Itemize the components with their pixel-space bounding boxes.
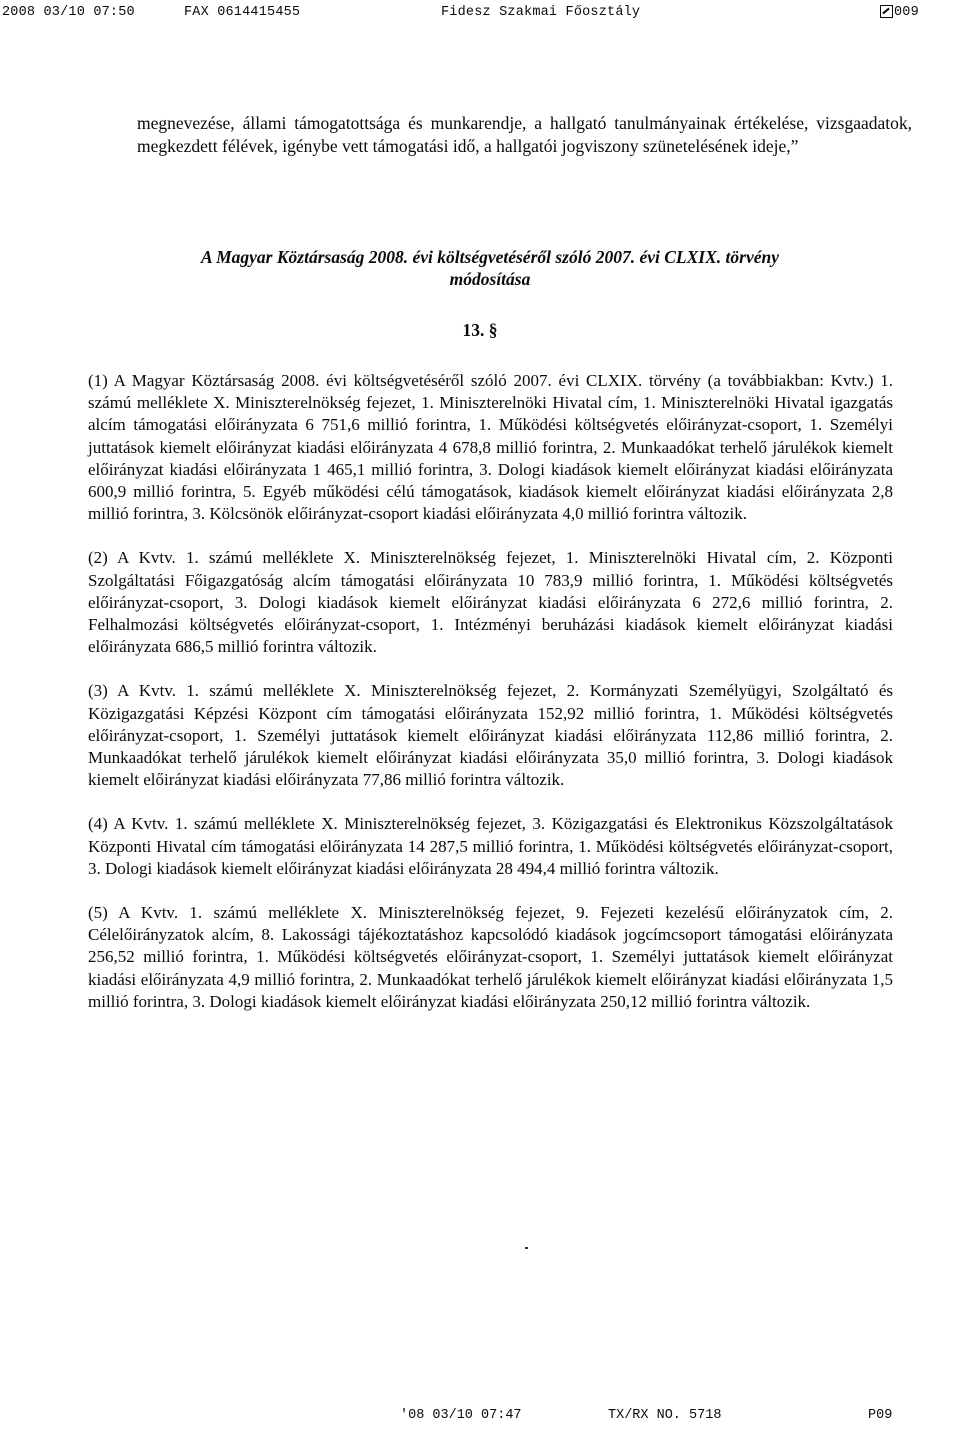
fax-header xyxy=(0,5,960,25)
fax-header-number: FAX 0614415455 xyxy=(184,5,301,20)
paragraph-2: (2) A Kvtv. 1. számú melléklete X. Miniszterelnökség fejezet, 1. Miniszterelnöki Hivatal cím, 2. Központi Szolgáltatási Főigazgatóság alcím támogatási előirányzata 10 783,9 millió forintra, 1. Működési költségvetés előirányzat-csoport, 3. Dologi kiadások kiemelt előirányzat kiadási előirányzata 6 272,6 millió forintra, 2. Felhalmozási költségvetés előirányzat-csoport, 1. Intézményi beruházási kiadások kiemelt előirányzat kiadási előirányzata 686,5 millió forintra változik. xyxy=(88,548,893,657)
fax-footer xyxy=(0,1408,960,1426)
paragraph-5: (5) A Kvtv. 1. számú melléklete X. Miniszterelnökség fejezet, 9. Fejezeti kezelésű előirányzatok cím, 2. Célelőirányzatok alcím, 8. Lakossági tájékoztatáshoz kapcsolódó kiadások jogcímcsoport támogatási előirányzata 256,52 millió forintra, 1. Működési költségvetés előirányzat-csoport, 1. Személyi juttatások kiemelt előirányzat kiadási előirányzata 4,9 millió forintra, 2. Munkaadókat terhelő járulékok kiemelt előirányzat kiadási előirányzata 1,5 millió forintra, 3. Dologi kiadások kiemelt előirányzat kiadási előirányzata 250,12 millió forintra változik. xyxy=(88,903,893,1011)
paragraph-3: (3) A Kvtv. 1. számú melléklete X. Miniszterelnökség fejezet, 2. Kormányzati Személyügyi, Szolgáltató és Közigazgatási Képzési Központ cím támogatási előirányzata 152,92 millió forintra, 1. Működési költségvetés előirányzat-csoport, 1. Személyi juttatások kiemelt előirányzat kiadási előirányzata 112,86 millió forintra, 2. Munkaadókat terhelő járulékok kiemelt előirányzat kiadási előirányzata 35,0 millió forintra, 3. Dologi kiadások kiemelt előirányzat kiadási előirányzata 77,86 millió forintra változik. xyxy=(88,681,893,790)
paragraph-1: (1) A Magyar Köztársaság 2008. évi költségvetéséről szóló 2007. évi CLXIX. törvény (a továbbiakban: Kvtv.) 1. számú melléklete X. Miniszterelnökség fejezet, 1. Miniszterelnöki Hivatal cím, 1. Miniszterelnöki Hivatal igazgatás alcím támogatási előirányzata 6 751,6 millió forintra, 1. Működési költségvetés előirányzat-csoport, 1. Személyi juttatások kiemelt előirányzat kiadási előirányzata 4 678,8 millió forintra, 2. Munkaadókat terhelő járulékok kiemelt előirányzat kiadási előirányzata 1 465,1 millió forintra, 3. Dologi kiadások kiemelt előirányzat kiadási előirányzata 600,9 millió forintra, 5. Egyéb működési célú támogatások, kiadások kiemelt előirányzat kiadási előirányzata 2,8 millió forintra, 3. Kölcsönök előirányzat-csoport kiadási előirányzata 4,0 millió forintra változik. xyxy=(88,371,893,524)
paragraph-4: (4) A Kvtv. 1. számú melléklete X. Miniszterelnökség fejezet, 3. Közigazgatási és Elektronikus Közszolgáltatások Központi Hivatal cím támogatási előirányzata 14 287,5 millió forintra, 1. Működési költségvetés előirányzat-csoport, 3. Dologi kiadások kiemelt előirányzat kiadási előirányzata 28 494,4 millió forintra változik. xyxy=(88,814,893,878)
intro-paragraph: megnevezése, állami támogatottsága és munkarendje, a hallgató tanulmányainak értékelése, vizsgaadatok, megkezdett félévek, igénybe vett támogatási idő, a hallgatói jogviszony szünetelésének ideje,” xyxy=(137,113,912,156)
section-number: 13. § xyxy=(462,320,498,340)
fax-page-icon xyxy=(880,5,893,18)
fax-header-page xyxy=(880,5,919,22)
scan-speck xyxy=(525,1247,528,1249)
fax-footer-page: P09 xyxy=(868,1408,893,1423)
section-title-line-1: A Magyar Köztársaság 2008. évi költségvetéséről szóló 2007. évi CLXIX. törvény xyxy=(201,247,779,267)
section-body xyxy=(88,370,893,1035)
fax-footer-txrx: TX/RX NO. 5718 xyxy=(608,1408,722,1423)
fax-header-datetime: 2008 03/10 07:50 xyxy=(2,5,135,20)
section-title-line-2: módosítása xyxy=(449,269,531,289)
fax-header-organization: Fidesz Szakmai Főosztály xyxy=(441,5,641,20)
fax-footer-datetime: '08 03/10 07:47 xyxy=(400,1408,522,1423)
section-title xyxy=(100,246,880,290)
fax-header-page-number: 009 xyxy=(894,5,919,20)
